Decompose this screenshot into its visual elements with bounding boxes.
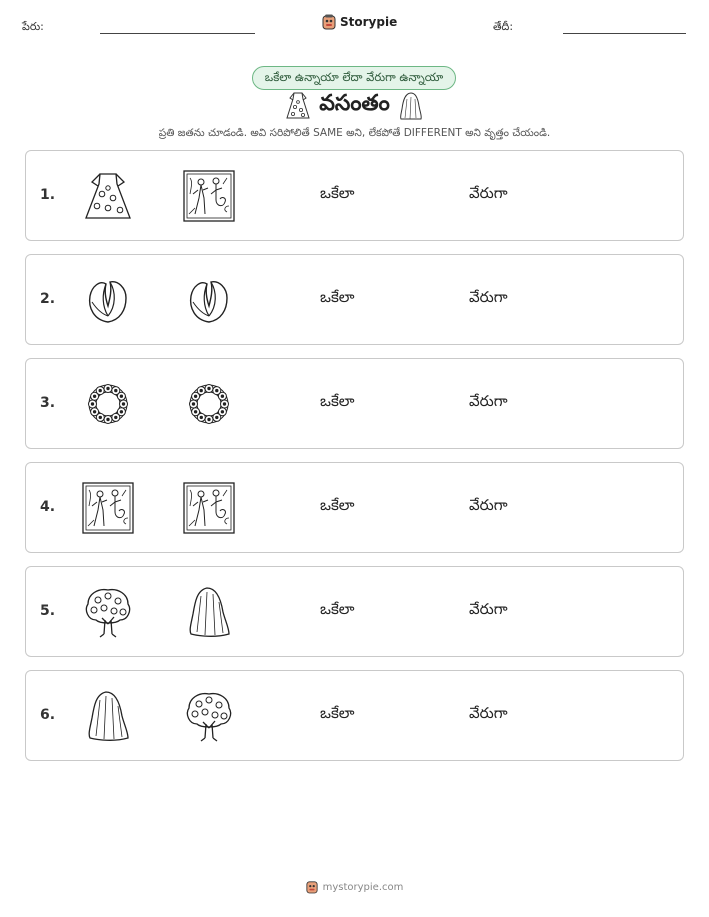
same-option[interactable]: ఒకేలా	[320, 184, 355, 202]
name-label: పేరు:	[22, 20, 44, 33]
same-option[interactable]: ఒకేలా	[320, 288, 355, 306]
same-option[interactable]: ఒకేలా	[320, 704, 355, 722]
question-row	[25, 254, 684, 345]
same-option[interactable]: ఒకేలా	[320, 600, 355, 618]
question-number: 1.	[40, 187, 56, 203]
question-row	[25, 462, 684, 553]
footer-url: mystorypie.com	[322, 881, 404, 893]
different-option[interactable]: వేరుగా	[469, 288, 508, 306]
question-row	[25, 566, 684, 657]
different-option[interactable]: వేరుగా	[469, 704, 508, 722]
question-row	[25, 358, 684, 449]
mascot-icon	[306, 880, 318, 894]
dress-icon	[80, 168, 136, 224]
question-number: 5.	[40, 603, 56, 619]
brand-logo	[322, 14, 397, 30]
brand-name: Storypie	[340, 15, 398, 29]
question-row	[25, 150, 684, 241]
mascot-icon	[322, 14, 336, 30]
title-row	[0, 91, 709, 121]
rosebud-icon	[80, 272, 136, 328]
framed-figures-icon	[80, 480, 136, 536]
framed-figures-icon	[181, 168, 237, 224]
worksheet-type-badge: ఒకేలా ఉన్నాయా లేదా వేరుగా ఉన్నాయా	[252, 66, 456, 90]
question-number: 3.	[40, 395, 56, 411]
different-option[interactable]: వేరుగా	[469, 600, 508, 618]
question-number: 4.	[40, 499, 56, 515]
page-title: వసంతం	[319, 91, 390, 116]
question-row	[25, 670, 684, 761]
rosebud-icon	[181, 272, 237, 328]
name-line[interactable]	[100, 33, 255, 34]
date-line[interactable]	[563, 33, 686, 34]
different-option[interactable]: వేరుగా	[469, 184, 508, 202]
framed-figures-icon	[181, 480, 237, 536]
question-number: 2.	[40, 291, 56, 307]
flower-wreath-icon	[80, 376, 136, 432]
veil-icon	[181, 584, 237, 640]
instructions: ప్రతి జతను చూడండి. అవి సరిపోలితే SAME అని, లేకపోతే DIFFERENT అని వృత్తం చేయండి.	[158, 127, 551, 139]
veil-icon	[398, 91, 424, 121]
same-option[interactable]: ఒకేలా	[320, 392, 355, 410]
flower-wreath-icon	[181, 376, 237, 432]
dress-icon	[285, 91, 311, 121]
fruit-tree-icon	[181, 688, 237, 744]
same-option[interactable]: ఒకేలా	[320, 496, 355, 514]
question-number: 6.	[40, 707, 56, 723]
footer	[0, 880, 709, 894]
veil-icon	[80, 688, 136, 744]
fruit-tree-icon	[80, 584, 136, 640]
different-option[interactable]: వేరుగా	[469, 496, 508, 514]
date-label: తేదీ:	[493, 20, 514, 33]
different-option[interactable]: వేరుగా	[469, 392, 508, 410]
